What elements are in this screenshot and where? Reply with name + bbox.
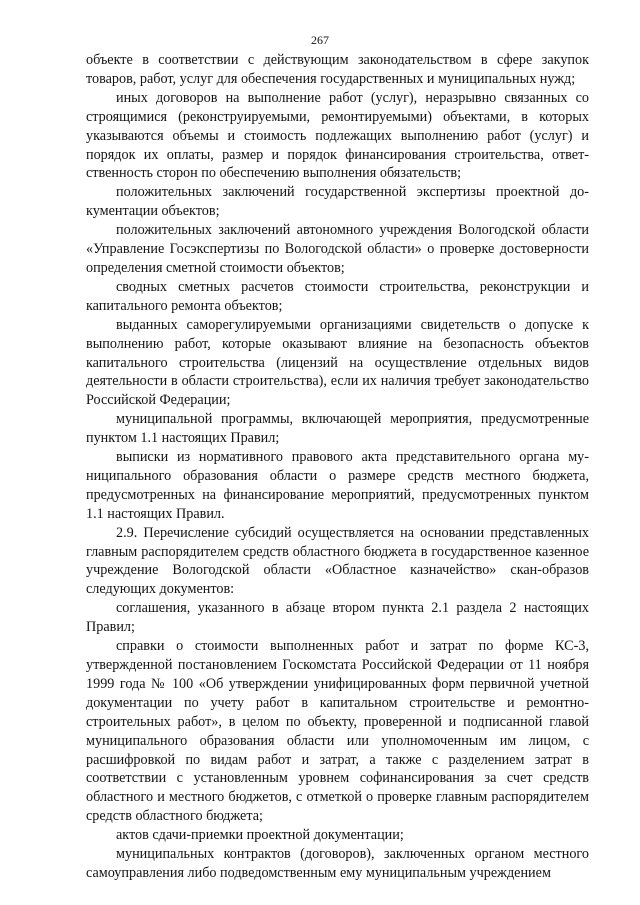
paragraph-11: справки о стоимости выполненных работ и затрат по форме КС-3, утвержденной постановлением Госкомстата Российской Федерации от 11 ноября 1999 года № 100 «Об утверждении унифицированных форм первичной учетной документации по учету работ в капитальном строительстве и ремонтно-строительных работ», в целом по объекту, проверенной и подписанной главой муниципального образования области или уполномоченным им лицом, с расшифровкой по видам работ и затрат, а также с разделением затрат в соответствии с установленным уровнем софинансирования за счет средств областного и местного бюджетов, с отметкой о проверке главным распорядителем средств областного бюджета; (86, 638, 589, 825)
paragraph-1: объекте в соответствии с действующим законодательством в сфере закупок товаров, работ, услуг для обеспечения государственных и муниципальных нужд; (86, 52, 589, 87)
paragraph-13: муниципальных контрактов (договоров), заключенных органом местного самоуправления либо подведомственным ему муниципальным учреждением (86, 846, 589, 881)
paragraph-5: сводных сметных расчетов стоимости строительства, реконструкции и капитального ремонта объектов; (86, 278, 589, 314)
paragraph-6: выданных саморегулируемыми организациями свидетельств о допуске к выполнению работ, которые оказывают влияние на безопасность объектов капитального строительства (лицензий на осуществление отдельных видов деятельности в области строительства), если их наличия требует законодательство Российской Федерации; (86, 316, 589, 409)
paragraph-2: иных договоров на выполнение работ (услуг), неразрывно связанных со строящимися (реконструируемыми, ремонтируемыми) объектами, в которых указываются объемы и стоимость подлежащих выполнению работ (услуг) и порядок их оплаты, размер и порядок финансирования строительства, ответственность сторон по обеспечению выполнения обязательств; (86, 89, 589, 182)
paragraph-3: положительных заключений государственной экспертизы проектной документации объектов; (86, 184, 589, 220)
paragraph-7: муниципальной программы, включающей мероприятия, предусмотренные пунктом 1.1 настоящих Правил; (86, 411, 589, 447)
paragraph-10: соглашения, указанного в абзаце втором пункта 2.1 раздела 2 настоящих Правил; (86, 600, 589, 636)
paragraph-4: положительных заключений автономного учреждения Вологодской области «Управление Госэкспертизы по Вологодской области» о проверке достоверности определения сметной стоимости объектов; (86, 222, 589, 276)
document-body (86, 51, 589, 883)
paragraph-9: 2.9. Перечисление субсидий осуществляется на основании представленных главным распорядителем средств областного бюджета в государственное казенное учреждение Вологодской области «Областное казначейство» скан-образов следующих документов: (86, 524, 589, 598)
paragraph-12: актов сдачи-приемки проектной документации; (116, 827, 404, 844)
paragraph-8: выписки из нормативного правового акта представительного органа муниципального образования области о размере средств местного бюджета, предусмотренных на финансирование мероприятий, предусмотренных пунктом 1.1 настоящих Правил. (86, 449, 589, 522)
page-number: 267 (311, 33, 329, 47)
